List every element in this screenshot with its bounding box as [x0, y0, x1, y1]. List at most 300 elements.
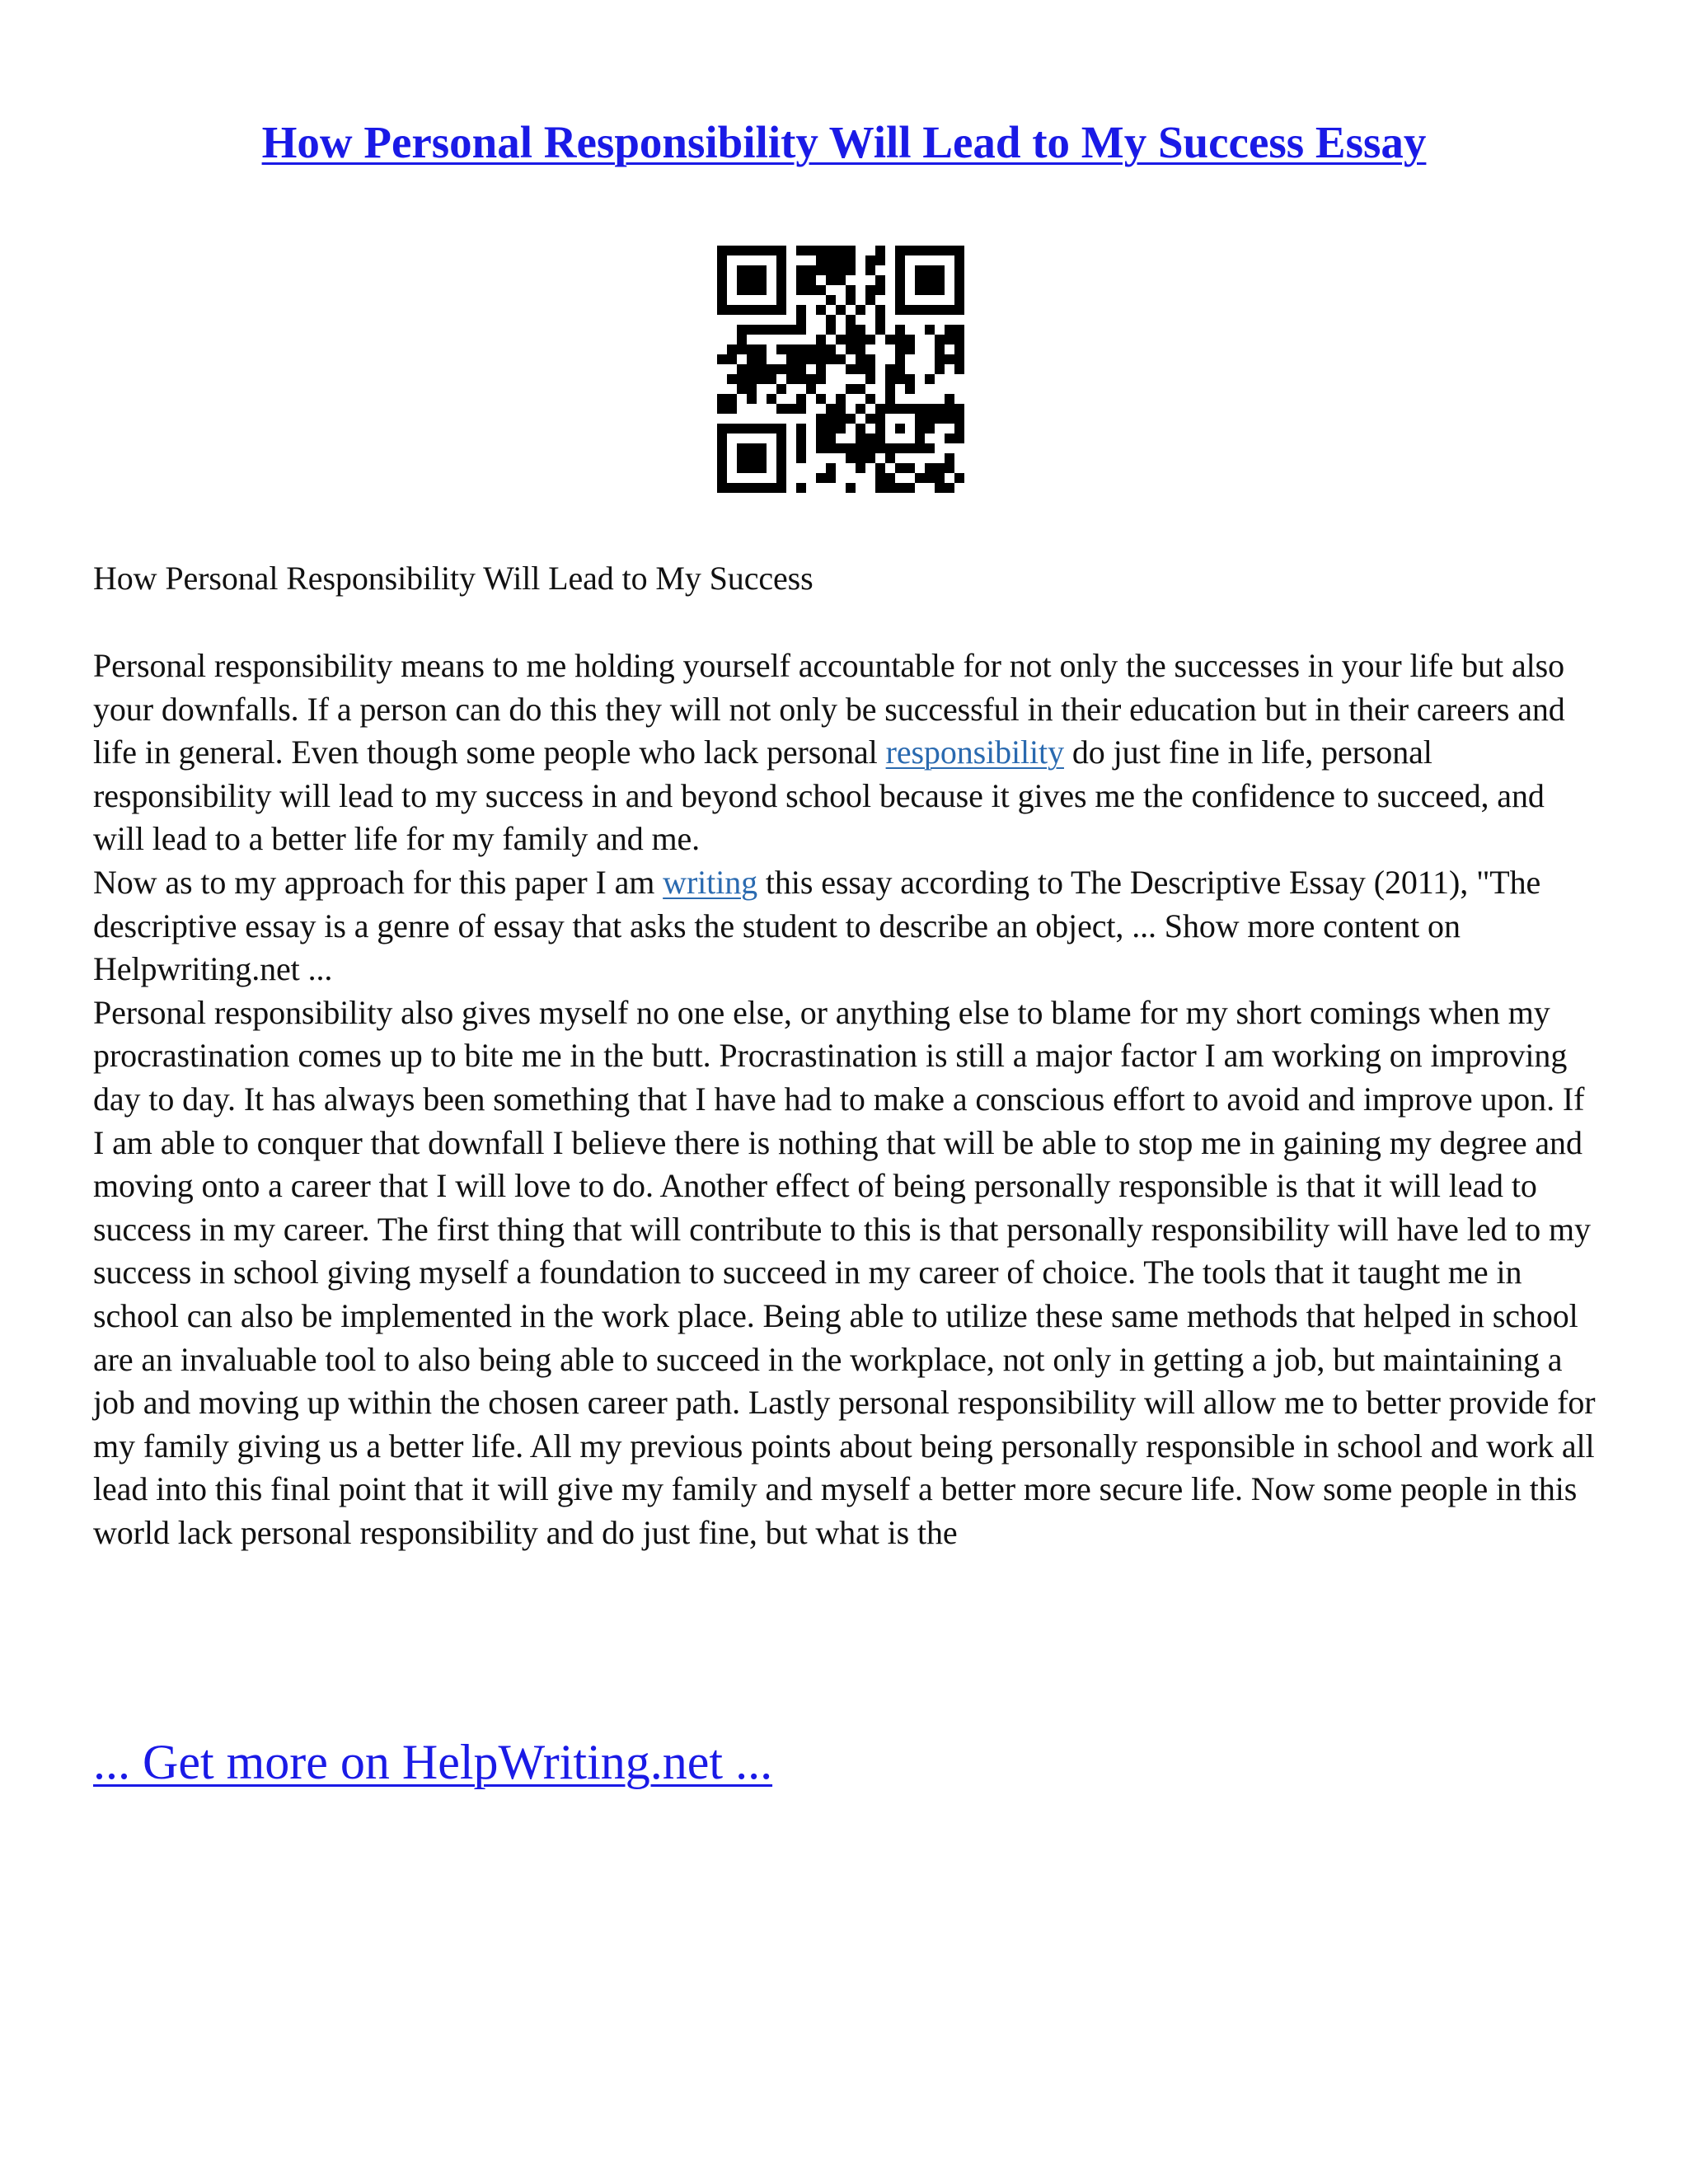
qr-module [905, 374, 915, 384]
qr-module [925, 285, 935, 295]
qr-module [935, 483, 945, 493]
qr-module [776, 325, 786, 335]
qr-module [856, 443, 865, 453]
qr-module [895, 265, 905, 275]
qr-module [945, 483, 954, 493]
qr-module [954, 275, 964, 285]
qr-module [856, 463, 865, 473]
qr-module [717, 394, 727, 404]
qr-module [776, 265, 786, 275]
qr-module [865, 295, 875, 305]
qr-module [895, 335, 905, 344]
qr-module [856, 404, 865, 414]
paragraph-3: Personal responsibility also gives myself no one else, or anything else to blame for my short comings when my procrastination comes up to bite me in the butt. Procrastination is still a major factor I am working on improving day to day. It has always been something that I have had to make a conscious effort to avoid and improve upon. If I am able to conquer that downfall I believe there is nothing that will be able to stop me in gaining my degree and moving onto a career that I will love to do. Another effect of being personally responsible is that it will lead to success in my career. The first thing that will contribute to this is that personally responsibility will have led to my success in school giving myself a foundation to succeed in my career of choice. The tools that it taught me in school can also be implemented in the work place. Being able to utilize these same methods that helped in school are an invaluable tool to also being able to succeed in the workplace, not only in getting a job, but maintaining a job and moving up within the chosen career path. Lastly personal responsibility will allow me to better provide for my family giving us a better life. All my previous points about being personally responsible in school and work all lead into this final point that it will give my family and myself a better more secure life. Now some people in this world lack personal responsibility and do just fine, but what is the [93, 993, 1596, 1551]
qr-module [737, 335, 747, 344]
qr-module [826, 275, 836, 285]
qr-module [895, 255, 905, 265]
qr-module [757, 246, 767, 255]
qr-module [856, 364, 865, 374]
qr-module [816, 354, 826, 364]
qr-module [747, 285, 757, 295]
qr-module [885, 473, 895, 483]
qr-module [935, 364, 945, 374]
qr-module [846, 315, 856, 325]
qr-module [796, 305, 806, 315]
qr-module [895, 354, 905, 364]
qr-module [885, 443, 895, 453]
qr-module [757, 374, 767, 384]
qr-module [895, 285, 905, 295]
qr-module [816, 255, 826, 265]
qr-module [885, 394, 895, 404]
qr-module [836, 443, 846, 453]
qr-module [925, 275, 935, 285]
qr-module [776, 275, 786, 285]
qr-module [826, 404, 836, 414]
qr-module [727, 404, 737, 414]
qr-module [796, 404, 806, 414]
qr-module [954, 285, 964, 295]
qr-module [875, 246, 885, 255]
qr-module [776, 255, 786, 265]
qr-module [945, 463, 954, 473]
qr-module [846, 483, 856, 493]
qr-module [915, 275, 925, 285]
qr-module [806, 354, 816, 364]
qr-module [925, 265, 935, 275]
qr-module [816, 364, 826, 374]
qr-module [816, 285, 826, 295]
qr-module [875, 463, 885, 473]
qr-module [915, 473, 925, 483]
paragraph-1-text-a: Personal responsibility means to me holding yourself accountable for not only the successes in your life but also your downfalls. If a person can do this they will not only be successful in their education but in their careers and life in general. Even though some people who lack personal [93, 647, 1565, 771]
qr-module [885, 374, 895, 384]
qr-module [935, 275, 945, 285]
qr-module [925, 246, 935, 255]
qr-module [776, 384, 786, 394]
qr-module [954, 295, 964, 305]
qr-module [826, 315, 836, 325]
qr-module [776, 483, 786, 493]
qr-module [767, 364, 776, 374]
qr-module [826, 434, 836, 443]
qr-module [895, 305, 905, 315]
qr-module [826, 344, 836, 354]
qr-module [767, 305, 776, 315]
qr-module [776, 404, 786, 414]
qr-module [925, 374, 935, 384]
qr-module [796, 483, 806, 493]
qr-module [747, 325, 757, 335]
qr-module [875, 315, 885, 325]
qr-module [954, 473, 964, 483]
qr-module [757, 483, 767, 493]
qr-module [737, 275, 747, 285]
qr-module [757, 325, 767, 335]
qr-module [737, 483, 747, 493]
qr-module [747, 275, 757, 285]
qr-module [865, 354, 875, 364]
qr-module [806, 285, 816, 295]
writing-link[interactable]: writing [663, 863, 758, 901]
qr-module [717, 295, 727, 305]
qr-module [747, 453, 757, 463]
qr-module [737, 325, 747, 335]
qr-module [816, 374, 826, 384]
qr-module [757, 265, 767, 275]
qr-module [954, 354, 964, 364]
qr-module [856, 424, 865, 434]
qr-module [865, 364, 875, 374]
qr-module [945, 325, 954, 335]
qr-module [737, 443, 747, 453]
qr-module [826, 473, 836, 483]
qr-module [935, 285, 945, 295]
qr-module [836, 265, 846, 275]
qr-module [846, 364, 856, 374]
qr-module [954, 414, 964, 424]
get-more-container [93, 1729, 772, 1795]
qr-module [905, 305, 915, 315]
qr-module [757, 305, 767, 315]
qr-module [816, 305, 826, 315]
qr-module [925, 404, 935, 414]
qr-module [846, 414, 856, 424]
qr-module [885, 483, 895, 493]
qr-module [717, 453, 727, 463]
qr-module [757, 443, 767, 453]
qr-module [757, 344, 767, 354]
qr-module [875, 325, 885, 335]
qr-module [747, 483, 757, 493]
qr-module [796, 443, 806, 453]
title-link[interactable]: How Personal Responsibility Will Lead to My Success Essay [261, 117, 1427, 167]
qr-module [747, 443, 757, 453]
qr-module [747, 384, 757, 394]
qr-module [747, 463, 757, 473]
qr-module [776, 424, 786, 434]
qr-module [776, 473, 786, 483]
qr-module [925, 424, 935, 434]
qr-module [717, 255, 727, 265]
qr-module [915, 434, 925, 443]
qr-module [776, 443, 786, 453]
qr-module [796, 364, 806, 374]
qr-module [776, 364, 786, 374]
qr-module [786, 374, 796, 384]
qr-module [945, 305, 954, 315]
qr-module [935, 265, 945, 275]
qr-module [865, 255, 875, 265]
qr-module [846, 325, 856, 335]
qr-module [757, 424, 767, 434]
qr-module [737, 285, 747, 295]
responsibility-link[interactable]: responsibility [885, 733, 1064, 771]
qr-module [796, 354, 806, 364]
qr-module [727, 354, 737, 364]
qr-module [846, 443, 856, 453]
qr-module [826, 265, 836, 275]
qr-module [915, 265, 925, 275]
qr-module [905, 344, 915, 354]
qr-module [757, 354, 767, 364]
qr-module [865, 394, 875, 404]
qr-module [925, 325, 935, 335]
qr-module [806, 384, 816, 394]
qr-module [846, 344, 856, 354]
qr-module [776, 453, 786, 463]
qr-module [875, 255, 885, 265]
qr-module [875, 483, 885, 493]
qr-module [836, 305, 846, 315]
qr-module [757, 364, 767, 374]
qr-module [954, 325, 964, 335]
qr-module [727, 246, 737, 255]
qr-module [895, 374, 905, 384]
qr-module [786, 325, 796, 335]
qr-module [727, 394, 737, 404]
qr-module [757, 453, 767, 463]
qr-module [786, 344, 796, 354]
qr-module [935, 414, 945, 424]
qr-module [875, 414, 885, 424]
qr-module [747, 305, 757, 315]
qr-module [954, 255, 964, 265]
qr-module [856, 335, 865, 344]
qr-module [846, 453, 856, 463]
page-title [0, 114, 1688, 171]
qr-module [786, 354, 796, 364]
qr-module [737, 246, 747, 255]
qr-module [905, 384, 915, 394]
qr-module [915, 285, 925, 295]
qr-module [856, 453, 865, 463]
qr-module [816, 394, 826, 404]
qr-module [945, 434, 954, 443]
qr-module [806, 275, 816, 285]
qr-module [954, 265, 964, 275]
qr-module [925, 414, 935, 424]
qr-module [796, 315, 806, 325]
qr-module [885, 404, 895, 414]
qr-module [856, 325, 865, 335]
qr-module [826, 325, 836, 335]
qr-module [737, 384, 747, 394]
qr-module [757, 463, 767, 473]
qr-module [865, 285, 875, 295]
qr-module [915, 404, 925, 414]
qr-module [836, 414, 846, 424]
qr-module [717, 404, 727, 414]
qr-module [757, 285, 767, 295]
qr-module [826, 255, 836, 265]
qr-module [747, 246, 757, 255]
qr-module [717, 473, 727, 483]
qr-module [816, 344, 826, 354]
qr-module [865, 434, 875, 443]
paragraph-2-text-a: Now as to my approach for this paper I am [93, 863, 663, 901]
qr-module [925, 443, 935, 453]
qr-module [836, 394, 846, 404]
qr-module [727, 424, 737, 434]
qr-module [935, 473, 945, 483]
qr-module [737, 364, 747, 374]
qr-module [826, 246, 836, 255]
qr-module [737, 265, 747, 275]
qr-module [767, 374, 776, 384]
qr-module [915, 414, 925, 424]
qr-module [747, 424, 757, 434]
qr-module [935, 404, 945, 414]
qr-module [885, 453, 895, 463]
qr-module [747, 265, 757, 275]
qr-module [935, 305, 945, 315]
qr-module [816, 473, 826, 483]
qr-module [806, 265, 816, 275]
qr-module [875, 434, 885, 443]
qr-module [796, 325, 806, 335]
qr-module [776, 344, 786, 354]
qr-module [954, 434, 964, 443]
qr-module [816, 434, 826, 443]
qr-module [935, 335, 945, 344]
qr-module [826, 443, 836, 453]
qr-module [836, 404, 846, 414]
qr-module [935, 463, 945, 473]
qr-module [945, 335, 954, 344]
qr-module [856, 305, 865, 315]
qr-module [846, 246, 856, 255]
qr-module [945, 246, 954, 255]
qr-module [895, 404, 905, 414]
qr-module [875, 305, 885, 315]
qr-module [816, 246, 826, 255]
qr-module [816, 335, 826, 344]
qr-module [954, 335, 964, 344]
qr-module [865, 453, 875, 463]
qr-module [717, 305, 727, 315]
qr-module [836, 424, 846, 434]
qr-module [905, 246, 915, 255]
qr-module [945, 414, 954, 424]
qr-module [885, 364, 895, 374]
qr-module [747, 374, 757, 384]
qr-module [865, 414, 875, 424]
qr-module [925, 473, 935, 483]
qr-module [856, 384, 865, 394]
qr-module [786, 364, 796, 374]
qr-module [737, 305, 747, 315]
qr-module [727, 344, 737, 354]
qr-module [796, 434, 806, 443]
qr-module [717, 265, 727, 275]
qr-module [945, 394, 954, 404]
qr-module [905, 483, 915, 493]
qr-module [895, 364, 905, 374]
qr-module [717, 443, 727, 453]
qr-module [776, 463, 786, 473]
paragraph-2 [93, 861, 1601, 991]
qr-module [717, 424, 727, 434]
qr-module [826, 295, 836, 305]
qr-module [935, 354, 945, 364]
qr-module [915, 305, 925, 315]
qr-code-graphic [717, 246, 964, 493]
qr-module [954, 424, 964, 434]
qr-module [767, 424, 776, 434]
qr-module [767, 483, 776, 493]
qr-module [826, 414, 836, 424]
qr-module [737, 344, 747, 354]
qr-module [885, 335, 895, 344]
qr-module [727, 374, 737, 384]
qr-module [796, 285, 806, 295]
qr-module [846, 255, 856, 265]
qr-module [727, 305, 737, 315]
qr-module [895, 275, 905, 285]
qr-module [776, 434, 786, 443]
qr-module [885, 384, 895, 394]
qr-module [737, 424, 747, 434]
get-more-link[interactable]: ... Get more on HelpWriting.net ... [93, 1735, 773, 1789]
qr-module [747, 354, 757, 364]
qr-module [737, 374, 747, 384]
qr-module [806, 344, 816, 354]
qr-module [776, 305, 786, 315]
qr-module [875, 275, 885, 285]
qr-module [816, 424, 826, 434]
qr-module [856, 434, 865, 443]
qr-module [954, 364, 964, 374]
paragraph-2-text-b: this essay according to The Descriptive Essay (2011), "The descriptive essay is a genre of essay that asks the student to describe an object, ... Show more content on Helpwriting.net ... [93, 863, 1541, 988]
qr-module [816, 414, 826, 424]
qr-module [865, 335, 875, 344]
qr-module [776, 285, 786, 295]
qr-module [895, 443, 905, 453]
qr-module [717, 285, 727, 295]
qr-module [727, 483, 737, 493]
qr-module [905, 443, 915, 453]
paragraph-1 [93, 644, 1601, 861]
qr-module [757, 275, 767, 285]
qr-module [846, 384, 856, 394]
qr-module [875, 473, 885, 483]
qr-code-icon [717, 246, 964, 493]
qr-module [717, 354, 727, 364]
qr-module [895, 246, 905, 255]
qr-module [954, 404, 964, 414]
qr-module [915, 246, 925, 255]
qr-module [816, 443, 826, 453]
qr-module [767, 246, 776, 255]
qr-module [836, 354, 846, 364]
qr-module [954, 246, 964, 255]
qr-module [717, 434, 727, 443]
qr-module [747, 394, 757, 404]
qr-module [776, 295, 786, 305]
qr-module [776, 246, 786, 255]
qr-module [915, 443, 925, 453]
qr-module [796, 275, 806, 285]
qr-module [954, 344, 964, 354]
qr-module [875, 285, 885, 295]
qr-module [875, 443, 885, 453]
qr-module [865, 265, 875, 275]
qr-module [747, 344, 757, 354]
qr-module [935, 344, 945, 354]
qr-module [717, 275, 727, 285]
qr-module [945, 453, 954, 463]
